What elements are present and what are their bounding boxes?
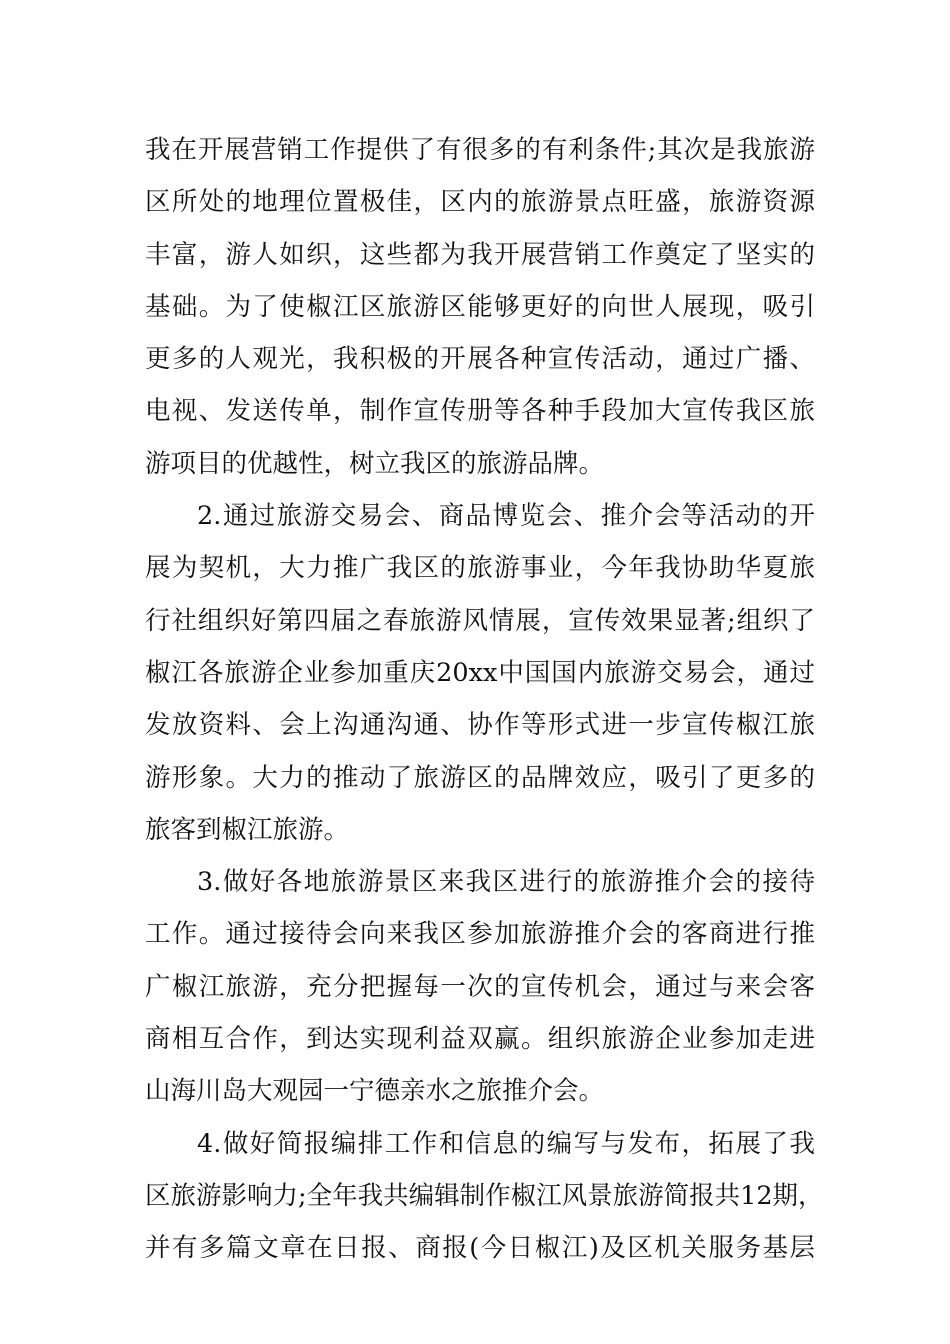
text-line: 更多的人观光，我积极的开展各种宣传活动，通过广播、 <box>145 344 815 375</box>
text-line: 我在开展营销工作提供了有很多的有利条件;其次是我旅游 <box>145 135 815 165</box>
text-line: 3.做好各地旅游景区来我区进行的旅游推介会的接待 <box>197 867 815 898</box>
document-body <box>145 124 824 1275</box>
paragraph-item-3 <box>145 856 815 1117</box>
text-line: 广椒江旅游，充分把握每一次的宣传机会，通过与来会客 <box>145 971 815 1002</box>
text-line: 工作。通过接待会向来我区参加旅游推介会的客商进行推 <box>145 919 815 950</box>
text-line: 4.做好简报编排工作和信息的编写与发布，拓展了我 <box>197 1128 815 1159</box>
text-line: 并有多篇文章在日报、商报(今日椒江)及区机关服务基层 <box>145 1233 815 1264</box>
text-line: 山海川岛大观园一宁德亲水之旅推介会。 <box>145 1076 605 1107</box>
text-line: 丰富，游人如织，这些都为我开展营销工作奠定了坚实的 <box>145 239 815 270</box>
text-line: 旅客到椒江旅游。 <box>145 814 350 845</box>
text-line: 行社组织好第四届之春旅游风情展，宣传效果显著;组织了 <box>145 605 815 636</box>
text-line: 2.通过旅游交易会、商品博览会、推介会等活动的开 <box>197 501 815 532</box>
paragraph-continuation <box>145 124 815 490</box>
text-line: 发放资料、会上沟通沟通、协作等形式进一步宣传椒江旅 <box>145 710 815 741</box>
text-line: 基础。为了使椒江区旅游区能够更好的向世人展现，吸引 <box>145 291 815 322</box>
text-line: 电视、发送传单，制作宣传册等各种手段加大宣传我区旅 <box>145 396 815 427</box>
text-line: 区所处的地理位置极佳，区内的旅游景点旺盛，旅游资源 <box>145 187 815 218</box>
text-line: 椒江各旅游企业参加重庆20xx中国国内旅游交易会，通过 <box>145 657 815 688</box>
paragraph-item-4 <box>145 1118 824 1275</box>
paragraph-item-2 <box>145 490 815 856</box>
text-line: 展为契机，大力推广我区的旅游事业，今年我协助华夏旅 <box>145 553 815 584</box>
text-line: 商相互合作，到达实现利益双赢。组织旅游企业参加走进 <box>145 1024 815 1055</box>
text-line: 区旅游影响力;全年我共编辑制作椒江风景旅游简报共12期， <box>145 1180 824 1211</box>
text-line: 游项目的优越性，树立我区的旅游品牌。 <box>145 448 605 479</box>
text-line: 游形象。大力的推动了旅游区的品牌效应，吸引了更多的 <box>145 762 815 793</box>
